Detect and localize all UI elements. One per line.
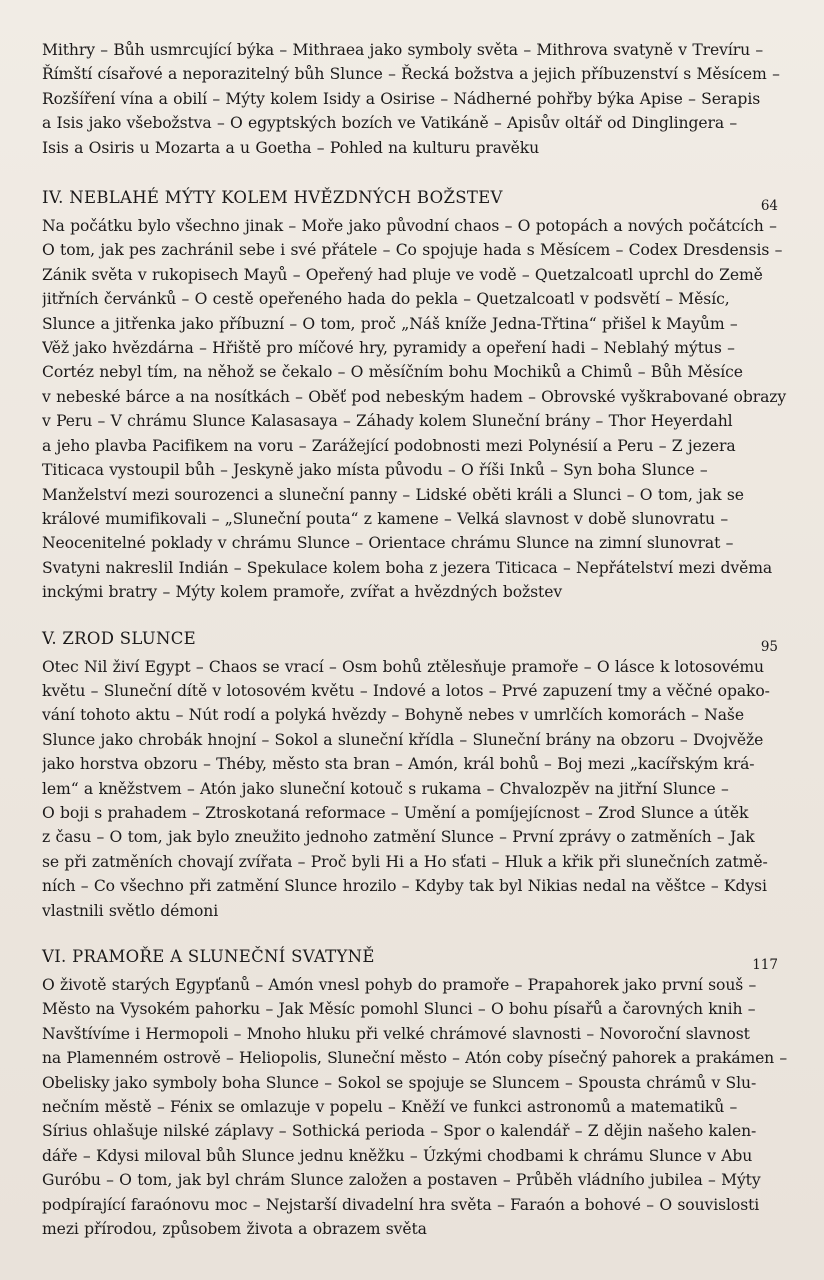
- contents-line: v Peru – V chrámu Slunce Kalasasaya – Záhady kolem Sluneční brány – Thor Heyerdahl: [42, 412, 733, 431]
- chapter-contents: [42, 973, 790, 1241]
- contents-line: dáře – Kdysi miloval bůh Slunce jednu kněžku – Úzkými chodbami k chrámu Slunce v Abu: [42, 1146, 753, 1165]
- chapter-continuation: [42, 38, 790, 160]
- chapter-heading: [42, 186, 790, 214]
- contents-line: z času – O tom, jak bylo zneužito jednoho zatmění Slunce – První zprávy o zatměních – Jak: [42, 828, 755, 847]
- contents-line: Cortéz nebyl tím, na něhož se čekalo – O měsíčním bohu Mochiků a Chimů – Bůh Měsíce: [42, 363, 743, 382]
- contents-line: Manželství mezi sourozenci a sluneční panny – Lidské oběti králi a Slunci – O tom, jak se: [42, 485, 744, 504]
- contents-line: se při zatměních chovají zvířata – Proč byli Hi a Ho sťati – Hluk a křik při slunečních zatmě-: [42, 852, 768, 871]
- chapter-page-number: 64: [760, 198, 778, 215]
- contents-line: vlastnili světlo démoni: [42, 901, 219, 920]
- contents-line: Mithry – Bůh usmrcující býka – Mithraea jako symboly světa – Mithrova svatyně v Trevíru –: [42, 41, 764, 59]
- chapter-contents: [42, 38, 790, 160]
- contents-line: nečním městě – Fénix se omlazuje v popelu – Kněží ve funkci astronomů a matematiků –: [42, 1098, 738, 1117]
- contents-line: Na počátku bylo všechno jinak – Moře jako původní chaos – O potopách a nových počátcích –: [42, 217, 777, 236]
- contents-line: Guróbu – O tom, jak byl chrám Slunce založen a postaven – Průběh vládního jubilea – Mýty: [42, 1171, 761, 1190]
- contents-line: na Plamenném ostrově – Heliopolis, Sluneční město – Atón coby písečný pahorek a prakámen –: [42, 1049, 788, 1068]
- contents-line: Sírius ohlašuje nilské záplavy – Sothická perioda – Spor o kalendář – Z dějin našeho kalen-: [42, 1122, 757, 1141]
- chapter-title: V. ZROD SLUNCE: [42, 628, 196, 648]
- chapter-title: VI. PRAMOŘE A SLUNEČNÍ SVATYNĚ: [42, 947, 375, 966]
- contents-line: O životě starých Egypťanů – Amón vnesl pohyb do pramoře – Prapahorek jako první souš –: [42, 976, 757, 994]
- chapter-v: [42, 627, 790, 923]
- chapter-contents: [42, 655, 790, 923]
- contents-line: Město na Vysokém pahorku – Jak Měsíc pomohl Slunci – O bohu písařů a čarovných knih –: [42, 1000, 756, 1019]
- chapter-page-number: 117: [752, 957, 778, 973]
- chapter-heading: [42, 945, 790, 973]
- contents-line: lem“ a kněžstvem – Atón jako sluneční kotouč s rukama – Chvalozpěv na jitřní Slunce –: [42, 779, 729, 798]
- contents-line: Slunce a jitřenka jako příbuzní – O tom, proč „Náš kníže Jedna-Třtina“ přišel k Mayům –: [42, 314, 738, 333]
- contents-line: O tom, jak pes zachránil sebe i své přátele – Co spojuje hada s Měsícem – Codex Dresdensis –: [42, 241, 783, 260]
- contents-line: Věž jako hvězdárna – Hřiště pro míčové hry, pyramidy a opeření hadi – Neblahý mýtus –: [42, 339, 735, 358]
- contents-line: vání tohoto aktu – Nút rodí a polyká hvězdy – Bohyně nebes v umrlčích komorách – Naše: [42, 706, 744, 725]
- contents-line: Titicaca vystoupil bůh – Jeskyně jako místa původu – O říši Inků – Syn boha Slunce –: [42, 461, 708, 480]
- contents-line: jitřních červánků – O cestě opeřeného hada do pekla – Quetzalcoatl v podsvětí – Měsíc,: [42, 290, 730, 309]
- contents-line: Otec Nil živí Egypt – Chaos se vrací – Osm bohů ztělesňuje pramoře – O lásce k lotosovému: [42, 657, 764, 676]
- contents-line: Rozšíření vína a obilí – Mýty kolem Isidy a Osirise – Nádherné pohřby býka Apise – Serapis: [42, 89, 761, 108]
- chapter-iv: [42, 186, 790, 605]
- contents-line: Navštívíme i Hermopoli – Mnoho hluku při velké chrámové slavnosti – Novoroční slavnost: [42, 1024, 750, 1043]
- chapter-heading: [42, 627, 790, 655]
- contents-line: Isis a Osiris u Mozarta a u Goetha – Pohled na kulturu pravěku: [42, 138, 540, 157]
- contents-line: Zánik světa v rukopisech Mayů – Opeřený had pluje ve vodě – Quetzalcoatl uprchl do Země: [42, 265, 763, 284]
- contents-line: podpírající faraónovu moc – Nejstarší divadelní hra světa – Faraón a bohové – O souvislosti: [42, 1195, 760, 1214]
- contents-line: mezi přírodou, způsobem života a obrazem světa: [42, 1220, 427, 1239]
- contents-line: Neocenitelné poklady v chrámu Slunce – Orientace chrámu Slunce na zimní slunovrat –: [42, 534, 734, 553]
- chapter-contents: [42, 214, 790, 605]
- contents-line: králové mumifikovali – „Sluneční pouta“ z kamene – Velká slavnost v době slunovratu –: [42, 509, 729, 528]
- contents-line: inckými bratry – Mýty kolem pramoře, zvířat a hvězdných božstev: [42, 583, 563, 602]
- contents-line: květu – Sluneční dítě v lotosovém květu – Indové a lotos – Prvé zapuzení tmy a věčné opako-: [42, 681, 770, 700]
- contents-line: O boji s prahadem – Ztroskotaná reformace – Umění a pomíjejícnost – Zrod Slunce a útěk: [42, 803, 749, 822]
- contents-line: Slunce jako chrobák hnojní – Sokol a sluneční křídla – Sluneční brány na obzoru – Dvojvěže: [42, 730, 764, 749]
- contents-line: a Isis jako všebožstva – O egyptských bozích ve Vatikáně – Apisův oltář od Dinglingera –: [42, 114, 738, 133]
- contents-line: Římští císařové a neporazitelný bůh Slunce – Řecká božstva a jejich příbuzenství s Měsícem –: [42, 65, 780, 84]
- contents-line: v nebeské bárce a na nosítkách – Oběť pod nebeským hadem – Obrovské vyškrabované obrazy: [42, 387, 787, 406]
- contents-line: Svatyni nakreslil Indián – Spekulace kolem boha z jezera Titicaca – Nepřátelství mezi dvěma: [42, 558, 773, 577]
- contents-line: ních – Co všechno při zatmění Slunce hrozilo – Kdyby tak byl Nikias nedal na věštce – Kdysi: [42, 877, 767, 896]
- chapter-page-number: 95: [760, 638, 778, 655]
- chapter-vi: [42, 945, 790, 1241]
- contents-line: Obelisky jako symboly boha Slunce – Sokol se spojuje se Sluncem – Spousta chrámů v Slu-: [42, 1073, 757, 1092]
- contents-line: a jeho plavba Pacifikem na voru – Zarážející podobnosti mezi Polynésií a Peru – Z jezera: [42, 436, 736, 455]
- chapter-title: IV. NEBLAHÉ MÝTY KOLEM HVĚZDNÝCH BOŽSTEV: [42, 188, 503, 208]
- contents-line: jako horstva obzoru – Théby, město sta bran – Amón, král bohů – Boj mezi „kacířským krá-: [42, 755, 755, 774]
